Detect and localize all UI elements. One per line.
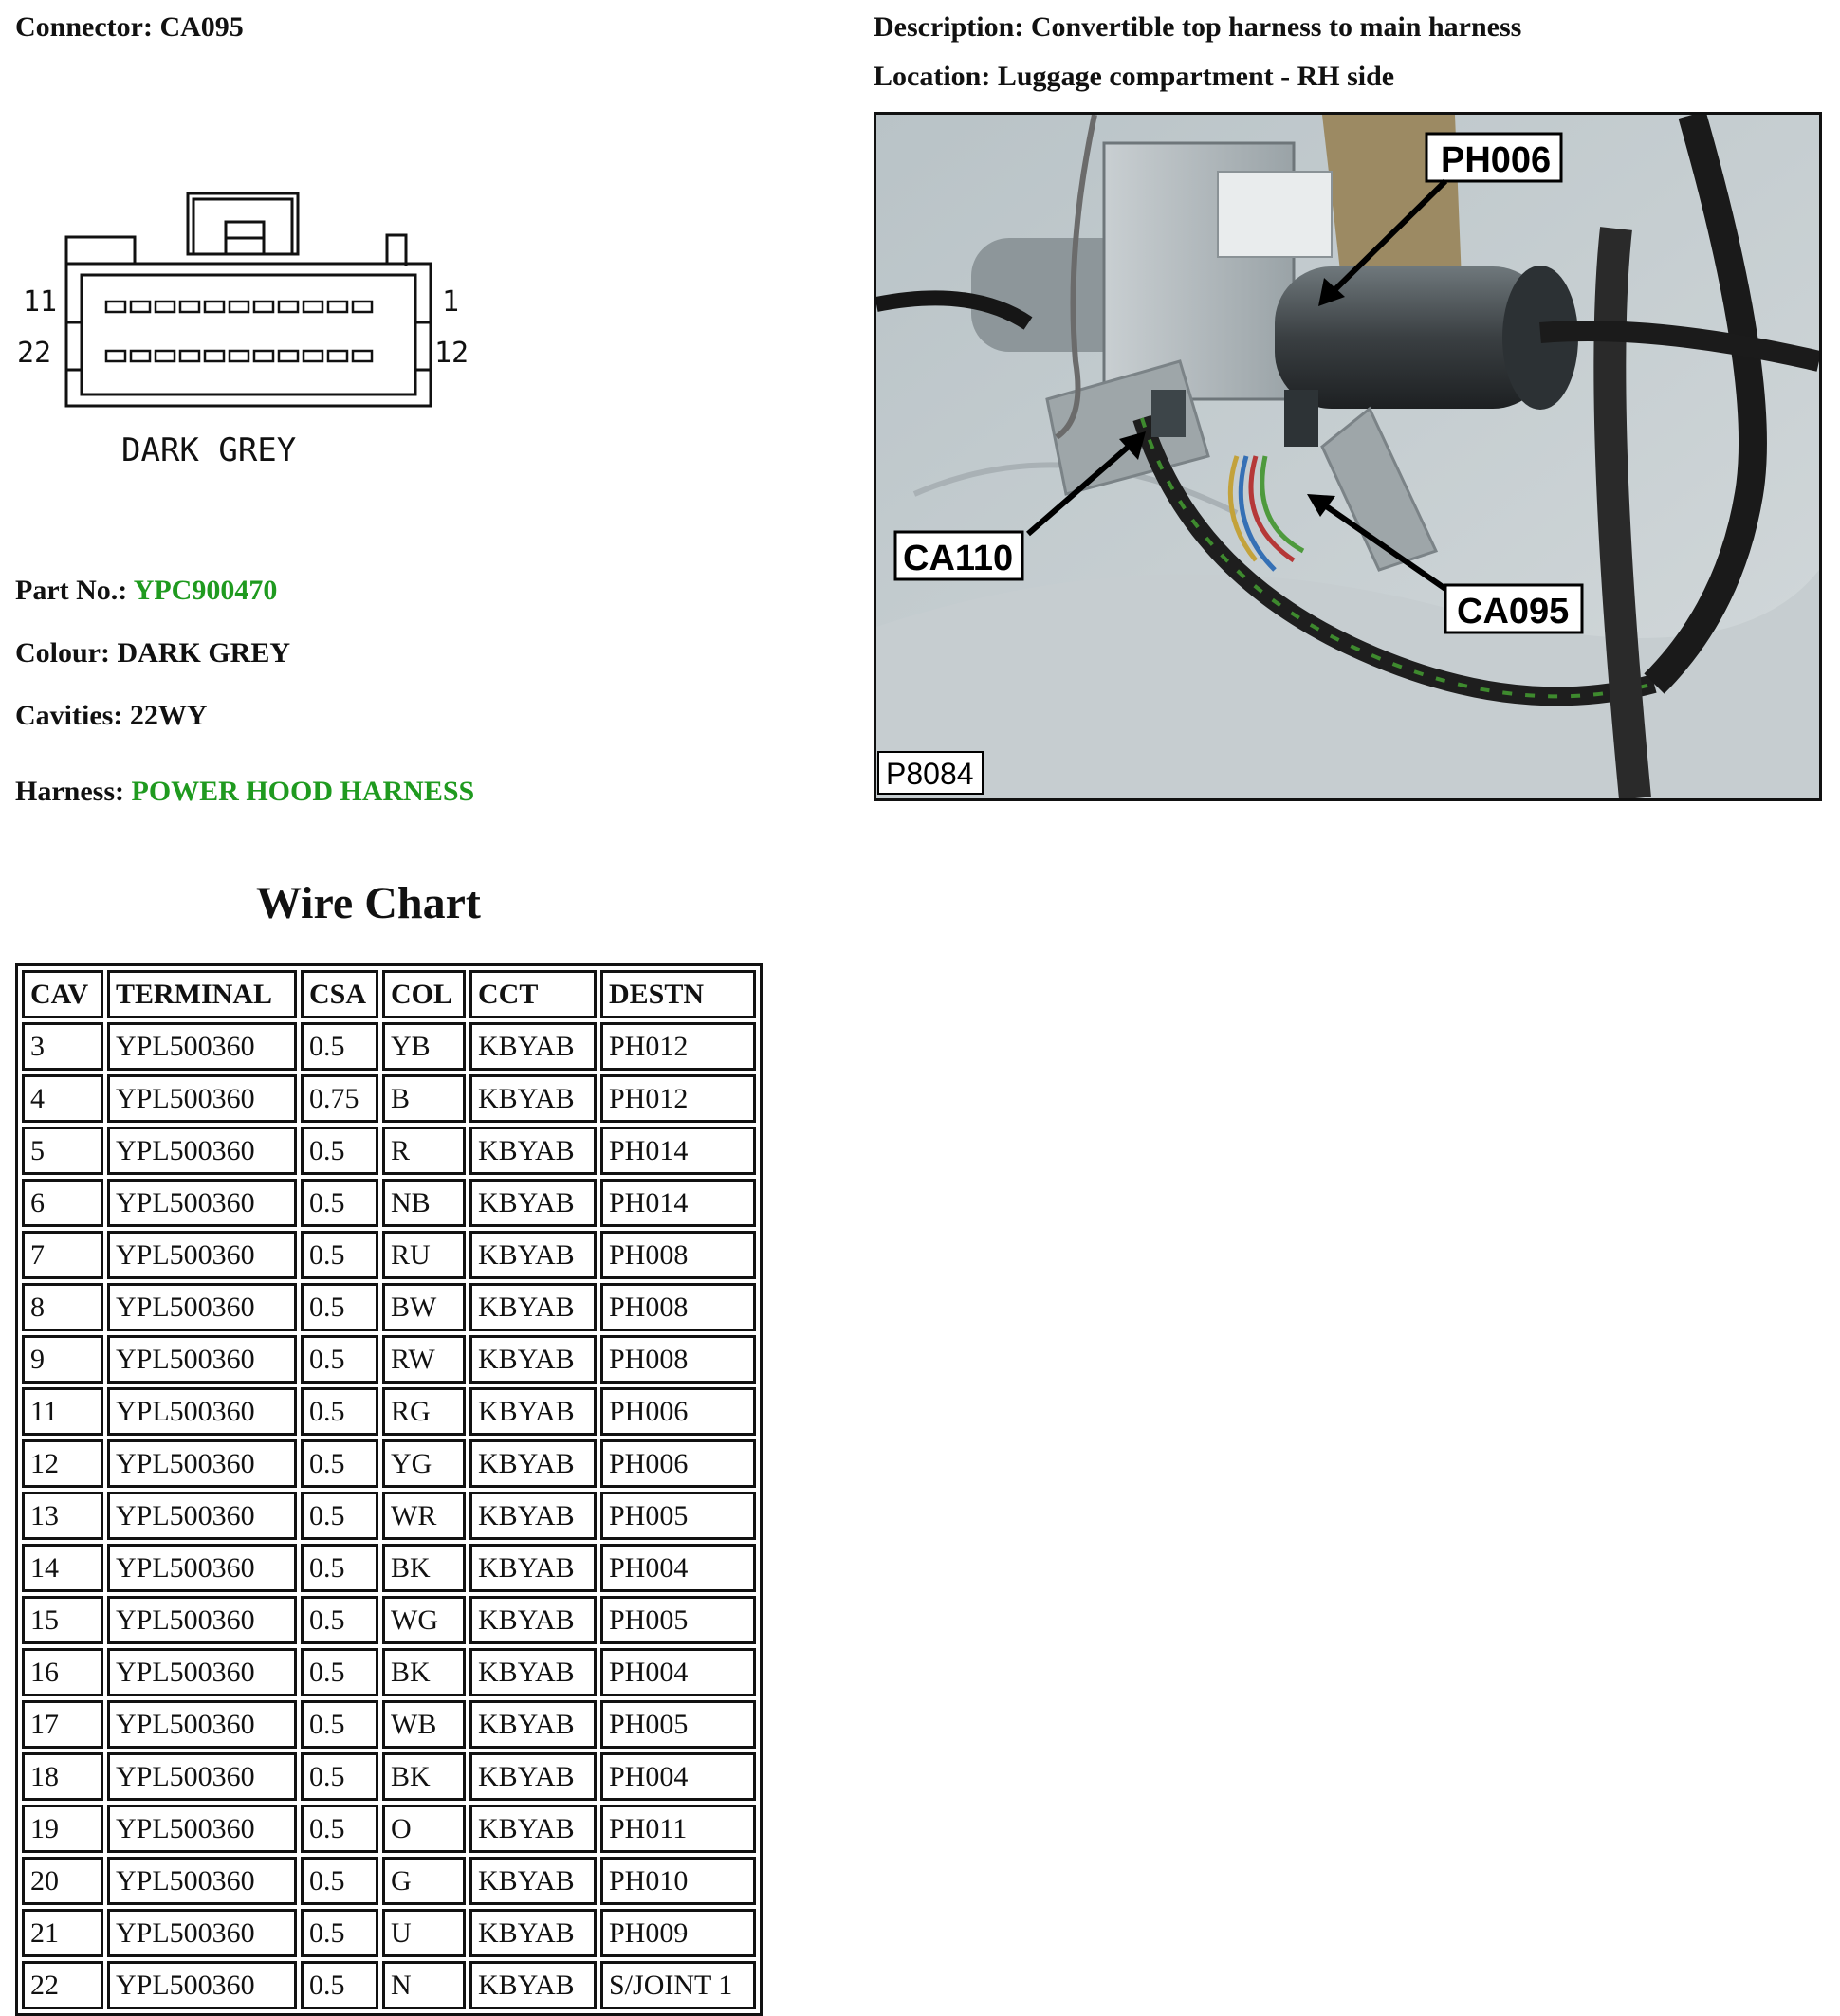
cavity-slot xyxy=(304,351,322,361)
cavity-slot xyxy=(254,302,273,312)
location-line xyxy=(874,61,1394,93)
wire-chart-body xyxy=(22,1022,756,2009)
cell-destn: PH005 xyxy=(600,1492,756,1540)
cavity-row-bottom xyxy=(106,351,372,361)
cavity-slot xyxy=(353,351,372,361)
cell-cav: 19 xyxy=(22,1805,103,1853)
cavity-row-top xyxy=(106,302,372,312)
cell-csa: 0.5 xyxy=(301,1752,378,1801)
table-row xyxy=(22,1648,756,1696)
cell-cav: 21 xyxy=(22,1909,103,1957)
cell-terminal: YPL500360 xyxy=(107,1648,297,1696)
cavity-slot xyxy=(254,351,273,361)
connector-value: CA095 xyxy=(159,11,244,43)
cell-cav: 13 xyxy=(22,1492,103,1540)
cell-csa: 0.5 xyxy=(301,1231,378,1279)
cavity-slot xyxy=(205,351,224,361)
cell-csa: 0.5 xyxy=(301,1700,378,1749)
cell-cct: KBYAB xyxy=(469,1022,597,1071)
column-header-terminal: TERMINAL xyxy=(107,970,297,1018)
location-label: Location: xyxy=(874,61,991,92)
location-value: Luggage compartment - RH side xyxy=(997,61,1395,92)
cell-cav: 5 xyxy=(22,1127,103,1175)
cell-cav: 18 xyxy=(22,1752,103,1801)
wire-chart-title: Wire Chart xyxy=(256,878,481,928)
cavity-slot xyxy=(180,351,199,361)
column-header-destn: DESTN xyxy=(600,970,756,1018)
cell-cav: 6 xyxy=(22,1179,103,1227)
cell-csa: 0.5 xyxy=(301,1335,378,1384)
cell-col: R xyxy=(382,1127,466,1175)
table-row xyxy=(22,1387,756,1436)
cavity-slot xyxy=(328,302,347,312)
cavity-slot xyxy=(230,302,248,312)
connector-latch xyxy=(188,193,298,254)
cell-terminal: YPL500360 xyxy=(107,1700,297,1749)
description-label: Description: xyxy=(874,11,1024,43)
cell-destn: PH008 xyxy=(600,1231,756,1279)
cell-col: BK xyxy=(382,1752,466,1801)
cell-cav: 8 xyxy=(22,1283,103,1331)
cell-destn: PH010 xyxy=(600,1857,756,1905)
table-row xyxy=(22,1231,756,1279)
cell-cct: KBYAB xyxy=(469,1961,597,2009)
cell-cav: 7 xyxy=(22,1231,103,1279)
cell-col: U xyxy=(382,1909,466,1957)
cell-cct: KBYAB xyxy=(469,1439,597,1488)
cell-csa: 0.5 xyxy=(301,1805,378,1853)
cell-col: RG xyxy=(382,1387,466,1436)
table-row xyxy=(22,1492,756,1540)
cell-destn: PH014 xyxy=(600,1179,756,1227)
cell-csa: 0.5 xyxy=(301,1544,378,1592)
cell-destn: S/JOINT 1 xyxy=(600,1961,756,2009)
table-row xyxy=(22,1805,756,1853)
cell-cct: KBYAB xyxy=(469,1805,597,1853)
cell-terminal: YPL500360 xyxy=(107,1909,297,1957)
cell-cav: 16 xyxy=(22,1648,103,1696)
table-row xyxy=(22,1857,756,1905)
table-row xyxy=(22,1127,756,1175)
cavities-label: Cavities: xyxy=(15,700,123,731)
cell-cct: KBYAB xyxy=(469,1492,597,1540)
cell-col: RW xyxy=(382,1335,466,1384)
table-row xyxy=(22,1439,756,1488)
cell-cct: KBYAB xyxy=(469,1179,597,1227)
cell-terminal: YPL500360 xyxy=(107,1439,297,1488)
cell-cct: KBYAB xyxy=(469,1700,597,1749)
cavity-slot xyxy=(205,302,224,312)
cell-col: YG xyxy=(382,1439,466,1488)
wire-chart-table xyxy=(15,963,763,2016)
cell-csa: 0.75 xyxy=(301,1074,378,1123)
cavity-slot xyxy=(106,351,125,361)
part-number-link[interactable]: YPC900470 xyxy=(133,575,278,606)
table-row xyxy=(22,1544,756,1592)
cell-destn: PH004 xyxy=(600,1544,756,1592)
figure-id-label: P8084 xyxy=(886,757,974,791)
cavity-slot xyxy=(353,302,372,312)
connector-line xyxy=(15,11,244,44)
harness-line xyxy=(15,776,474,808)
cell-cav: 3 xyxy=(22,1022,103,1071)
part-number-line xyxy=(15,575,277,607)
table-row xyxy=(22,1335,756,1384)
cell-cct: KBYAB xyxy=(469,1909,597,1957)
cell-terminal: YPL500360 xyxy=(107,1179,297,1227)
cell-cct: KBYAB xyxy=(469,1544,597,1592)
table-row xyxy=(22,1022,756,1071)
cavity-slot xyxy=(156,302,175,312)
connector-face-diagram xyxy=(13,180,478,484)
cavity-slot xyxy=(131,302,150,312)
cavity-slot xyxy=(156,351,175,361)
colour-line xyxy=(15,637,290,669)
cavity-slot xyxy=(106,302,125,312)
cell-csa: 0.5 xyxy=(301,1022,378,1071)
cell-destn: PH008 xyxy=(600,1335,756,1384)
cell-cav: 14 xyxy=(22,1544,103,1592)
cell-cct: KBYAB xyxy=(469,1752,597,1801)
cell-terminal: YPL500360 xyxy=(107,1074,297,1123)
cell-col: G xyxy=(382,1857,466,1905)
cell-cct: KBYAB xyxy=(469,1596,597,1644)
description-line xyxy=(874,11,1521,44)
table-header-row xyxy=(22,970,756,1018)
cell-cct: KBYAB xyxy=(469,1231,597,1279)
cell-cav: 22 xyxy=(22,1961,103,2009)
cell-cct: KBYAB xyxy=(469,1387,597,1436)
location-photo xyxy=(874,112,1822,801)
cell-terminal: YPL500360 xyxy=(107,1387,297,1436)
cell-csa: 0.5 xyxy=(301,1492,378,1540)
cell-destn: PH006 xyxy=(600,1439,756,1488)
harness-label: Harness: xyxy=(15,776,124,807)
cell-cct: KBYAB xyxy=(469,1074,597,1123)
connector-colour-caption: DARK GREY xyxy=(121,431,297,469)
cell-terminal: YPL500360 xyxy=(107,1231,297,1279)
table-row xyxy=(22,1961,756,2009)
cell-csa: 0.5 xyxy=(301,1857,378,1905)
pin-number-right-top: 1 xyxy=(442,285,460,319)
cell-csa: 0.5 xyxy=(301,1596,378,1644)
cell-cct: KBYAB xyxy=(469,1857,597,1905)
cell-terminal: YPL500360 xyxy=(107,1127,297,1175)
pin-number-right-bottom: 12 xyxy=(434,337,469,370)
cavity-slot xyxy=(131,351,150,361)
cell-col: WB xyxy=(382,1700,466,1749)
cell-destn: PH004 xyxy=(600,1752,756,1801)
cell-col: YB xyxy=(382,1022,466,1071)
cell-col: BK xyxy=(382,1648,466,1696)
column-header-cct: CCT xyxy=(469,970,597,1018)
cell-col: WR xyxy=(382,1492,466,1540)
cavities-value: 22WY xyxy=(129,700,208,731)
column-header-csa: CSA xyxy=(301,970,378,1018)
connector-label: Connector: xyxy=(15,11,153,43)
cavity-slot xyxy=(328,351,347,361)
cell-cav: 17 xyxy=(22,1700,103,1749)
cell-csa: 0.5 xyxy=(301,1283,378,1331)
table-row xyxy=(22,1074,756,1123)
cell-col: BK xyxy=(382,1544,466,1592)
cell-csa: 0.5 xyxy=(301,1648,378,1696)
cell-cav: 9 xyxy=(22,1335,103,1384)
cavity-slot xyxy=(279,302,298,312)
cell-cct: KBYAB xyxy=(469,1127,597,1175)
cell-csa: 0.5 xyxy=(301,1127,378,1175)
cell-terminal: YPL500360 xyxy=(107,1283,297,1331)
cell-col: N xyxy=(382,1961,466,2009)
colour-value: DARK GREY xyxy=(117,637,291,669)
cavity-slot xyxy=(230,351,248,361)
cell-col: WG xyxy=(382,1596,466,1644)
cell-destn: PH008 xyxy=(600,1283,756,1331)
cell-col: RU xyxy=(382,1231,466,1279)
column-header-cav: CAV xyxy=(22,970,103,1018)
table-row xyxy=(22,1700,756,1749)
cell-destn: PH005 xyxy=(600,1596,756,1644)
table-row xyxy=(22,1909,756,1957)
cell-csa: 0.5 xyxy=(301,1179,378,1227)
table-row xyxy=(22,1752,756,1801)
cell-destn: PH012 xyxy=(600,1074,756,1123)
cell-destn: PH012 xyxy=(600,1022,756,1071)
cell-csa: 0.5 xyxy=(301,1961,378,2009)
cell-csa: 0.5 xyxy=(301,1439,378,1488)
column-header-col: COL xyxy=(382,970,466,1018)
cell-terminal: YPL500360 xyxy=(107,1335,297,1384)
cell-cav: 20 xyxy=(22,1857,103,1905)
cell-cct: KBYAB xyxy=(469,1335,597,1384)
cell-destn: PH009 xyxy=(600,1909,756,1957)
cell-col: BW xyxy=(382,1283,466,1331)
callout-ca095-label: CA095 xyxy=(1457,592,1570,632)
cell-cct: KBYAB xyxy=(469,1648,597,1696)
cell-terminal: YPL500360 xyxy=(107,1022,297,1071)
cell-destn: PH004 xyxy=(600,1648,756,1696)
callout-ca110-label: CA110 xyxy=(903,539,1014,578)
cavity-slot xyxy=(304,302,322,312)
cell-col: O xyxy=(382,1805,466,1853)
table-row xyxy=(22,1596,756,1644)
part-number-label: Part No.: xyxy=(15,575,128,606)
cavity-slot xyxy=(180,302,199,312)
cell-destn: PH006 xyxy=(600,1387,756,1436)
table-row xyxy=(22,1283,756,1331)
cell-terminal: YPL500360 xyxy=(107,1752,297,1801)
cavities-line xyxy=(15,700,207,732)
cell-cct: KBYAB xyxy=(469,1283,597,1331)
cell-col: NB xyxy=(382,1179,466,1227)
cell-destn: PH011 xyxy=(600,1805,756,1853)
callout-ph006-label: PH006 xyxy=(1441,140,1552,180)
cell-terminal: YPL500360 xyxy=(107,1961,297,2009)
cell-cav: 11 xyxy=(22,1387,103,1436)
cell-terminal: YPL500360 xyxy=(107,1596,297,1644)
cavity-slot xyxy=(279,351,298,361)
cell-destn: PH014 xyxy=(600,1127,756,1175)
cell-destn: PH005 xyxy=(600,1700,756,1749)
cell-csa: 0.5 xyxy=(301,1387,378,1436)
cell-cav: 12 xyxy=(22,1439,103,1488)
cell-terminal: YPL500360 xyxy=(107,1544,297,1592)
cell-csa: 0.5 xyxy=(301,1909,378,1957)
cell-terminal: YPL500360 xyxy=(107,1857,297,1905)
harness-link[interactable]: POWER HOOD HARNESS xyxy=(131,776,475,807)
location-photo-illustration xyxy=(876,115,1819,798)
cell-terminal: YPL500360 xyxy=(107,1805,297,1853)
description-value: Convertible top harness to main harness xyxy=(1030,11,1522,43)
pin-number-left-top: 11 xyxy=(23,285,58,319)
cell-col: B xyxy=(382,1074,466,1123)
connector-body xyxy=(66,235,431,406)
colour-label: Colour: xyxy=(15,637,110,669)
cell-cav: 4 xyxy=(22,1074,103,1123)
cell-cav: 15 xyxy=(22,1596,103,1644)
cell-terminal: YPL500360 xyxy=(107,1492,297,1540)
table-row xyxy=(22,1179,756,1227)
pin-number-left-bottom: 22 xyxy=(17,337,52,370)
figure-id-box xyxy=(878,752,983,794)
